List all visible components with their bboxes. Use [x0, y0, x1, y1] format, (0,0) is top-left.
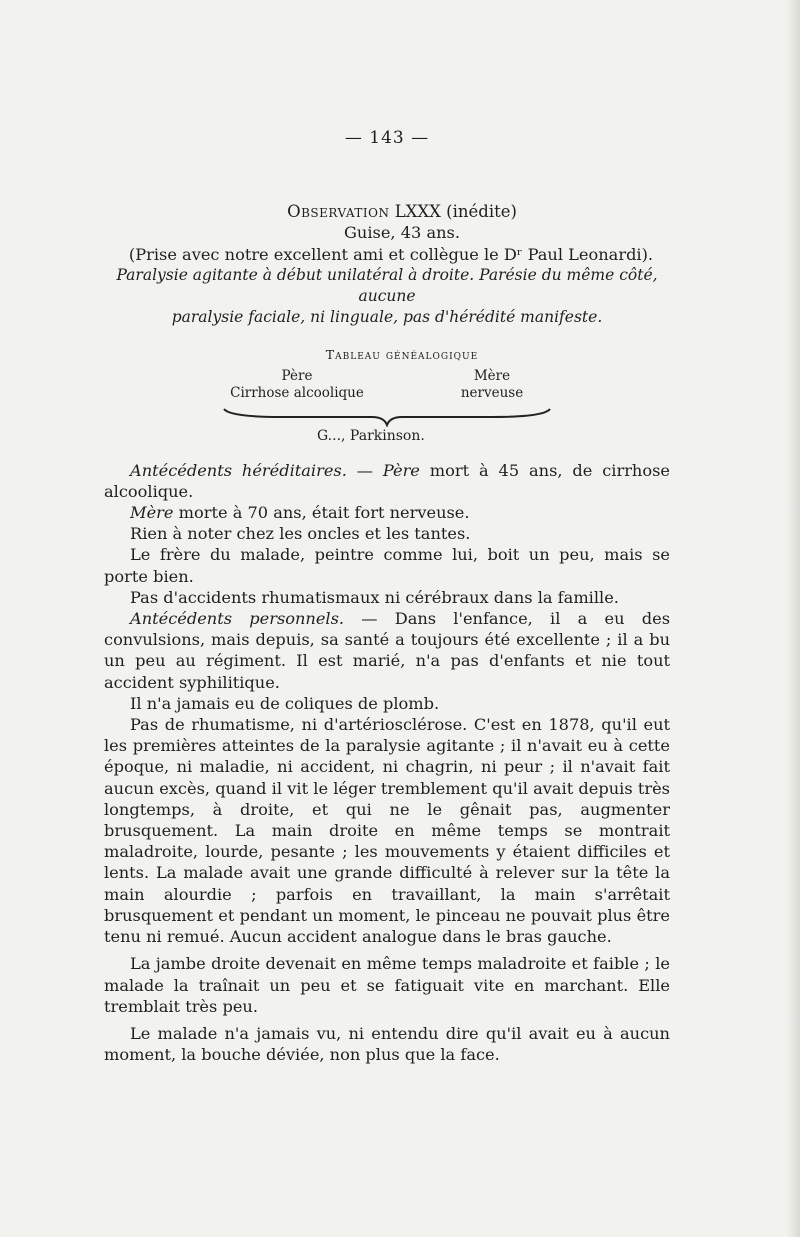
observation-number: LXXX — [394, 202, 441, 222]
observation-summary-line2: paralysie faciale, ni linguale, pas d'hérédité manifeste. — [171, 308, 603, 327]
father-label: Père — [281, 367, 313, 384]
genealogy-mother — [432, 368, 552, 402]
genealogy-table — [112, 366, 670, 454]
genealogy-title: Tableau généalogique — [325, 347, 479, 363]
mother-description: nerveuse — [460, 384, 524, 401]
genealogy-child: G..., Parkinson. — [317, 427, 425, 444]
page-number: — 143 — — [344, 128, 430, 148]
observation-summary-line1: Paralysie agitante à début unilatéral à droite. Parésie du même côté, aucune — [116, 265, 658, 306]
dash: — — [346, 460, 383, 480]
paragraph-mother — [104, 502, 670, 523]
paragraph-leg: La jambe droite devenait en même temps maladroite et faible ; le malade la traînait un peu et se fatiguait vite en marchant. Elle tremblait très peu. — [104, 954, 670, 1016]
observation-title — [134, 201, 670, 222]
genealogy-brace — [222, 405, 552, 427]
paragraph-uncles: Rien à noter chez les oncles et les tantes. — [130, 524, 471, 544]
hereditary-text: mort à 45 ans, de cirrhose alcoolique. — [104, 460, 670, 501]
page-content — [104, 128, 670, 1065]
paragraph-hereditary — [104, 460, 670, 502]
personal-lead: Antécédents personnels. — [130, 609, 345, 629]
father-description: Cirrhose alcoolique — [230, 384, 364, 401]
observation-note: (inédite) — [446, 202, 517, 222]
mother-text: morte à 70 ans, était fort nerveuse. — [173, 503, 470, 523]
paragraph-family: Pas d'accidents rhumatismaux ni cérébraux dans la famille. — [130, 587, 619, 607]
paragraph-brother: Le frère du malade, peintre comme lui, boit un peu, mais se porte bien. — [104, 545, 670, 586]
paragraph-lead-colic: Il n'a jamais eu de coliques de plomb. — [130, 693, 440, 713]
paragraph-personal — [104, 608, 670, 693]
father-word: Père — [382, 460, 420, 480]
paragraph-history: Pas de rhumatisme, ni d'artériosclérose. C'est en 1878, qu'il eut les premières atteintes de la paralysie agitante ; il n'avait eu à cette époque, ni maladie, ni accident, ni chagrin, ni peur ; il n'avait fait aucun excès, quand il vit le léger tremblement qu'il avait depuis très longtemps, à droite, et qui ne le gênait pas, augmenter brusquement. La main droite en même temps se montrait maladroite, lourde, pesante ; les mouvements y étaient difficiles et lents. La malade avait une grande difficulté à relever sur la tête la main alourdie ; parfois en travaillant, la main s'arrêtait brusquement et pendant un moment, le pinceau ne pouvait plus être tenu ni remué. Aucun accident analogue dans le bras gauche. — [104, 715, 670, 947]
personal-text: — Dans l'enfance, il a eu des convulsions, mais depuis, sa santé a toujours été excellente ; il a bu un peu au régiment. Il est marié, n'a pas d'enfants et nie tout accident syphilitique. — [104, 609, 670, 692]
observation-source: (Prise avec notre excellent ami et collègue le Dʳ Paul Leonardi). — [128, 244, 654, 264]
observation-place-age: Guise, 43 ans. — [344, 223, 460, 243]
observation-label: Observation — [287, 202, 390, 222]
hereditary-lead: Antécédents héréditaires. — [130, 460, 347, 480]
mother-word: Mère — [130, 503, 174, 523]
mother-label: Mère — [473, 367, 511, 384]
paragraph-mouth: Le malade n'a jamais vu, ni entendu dire qu'il avait eu à aucun moment, la bouche déviée, non plus que la face. — [104, 1023, 670, 1065]
genealogy-father — [217, 368, 377, 402]
page-edge — [786, 0, 800, 1237]
